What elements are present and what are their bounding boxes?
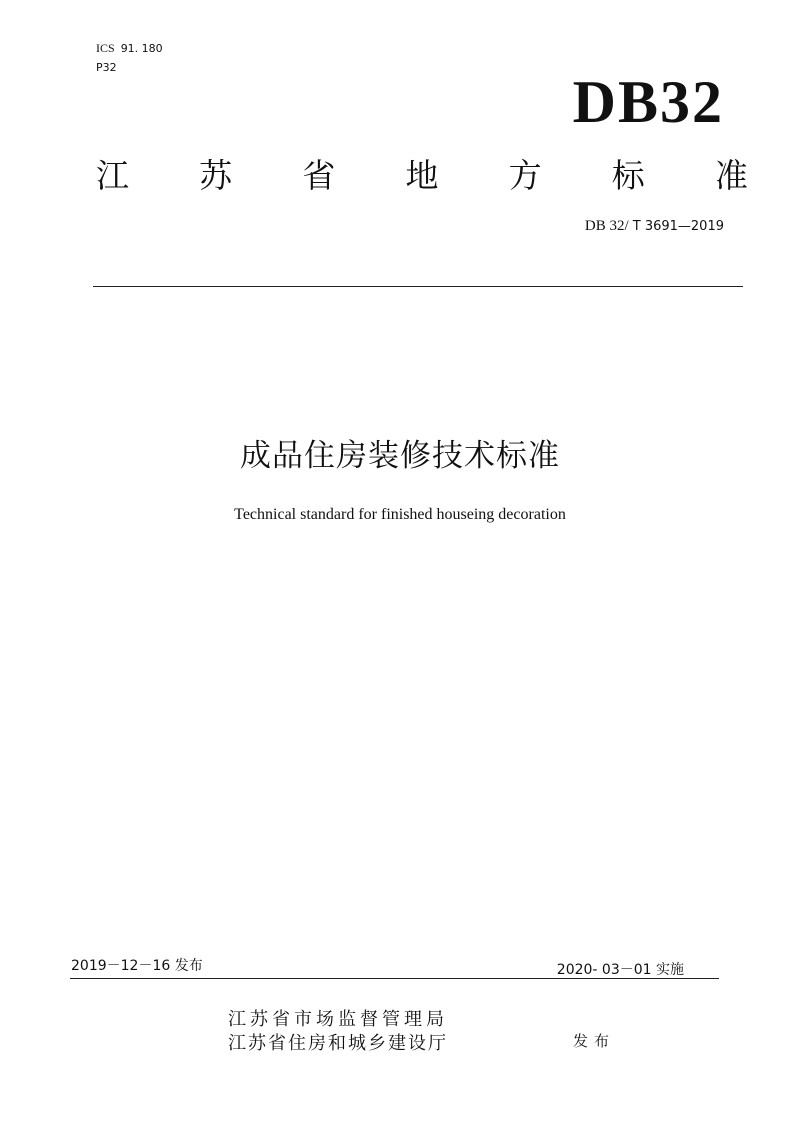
document-title-en: Technical standard for finished houseing decoration: [234, 506, 566, 523]
title-char-5: 方: [508, 156, 542, 195]
ics-number: 91. 180: [120, 42, 163, 55]
standard-type-title: [96, 152, 748, 200]
title-char-4: 地: [405, 156, 439, 195]
publisher-market-regulation: 江苏省市场监督管理局: [228, 1009, 448, 1030]
title-char-2: 苏: [199, 156, 233, 195]
title-char-1: 江: [96, 156, 129, 195]
title-char-6: 标: [611, 156, 645, 195]
issue-date: 2019－12－16 发布: [71, 958, 203, 974]
classification-p-code: P32: [96, 61, 117, 74]
header-divider: [93, 286, 743, 287]
implementation-date: 2020- 03－01 实施: [556, 962, 684, 978]
document-title-cn: 成品住房装修技术标准: [240, 438, 560, 474]
db-code-large: DB32: [572, 69, 724, 135]
title-char-7: 准: [714, 156, 748, 195]
standard-number: [500, 216, 724, 237]
ics-code: [96, 40, 163, 57]
standard-number-prefix: DB 32/: [584, 218, 629, 234]
standard-number-suffix: T 3691—2019: [628, 219, 724, 234]
publisher-housing-construction: 江苏省住房和城乡建设厅: [228, 1033, 448, 1054]
ics-label: ICS: [96, 41, 115, 55]
footer-divider: [70, 978, 719, 979]
title-char-3: 省: [302, 156, 336, 195]
publish-label: 发布: [573, 1032, 616, 1050]
